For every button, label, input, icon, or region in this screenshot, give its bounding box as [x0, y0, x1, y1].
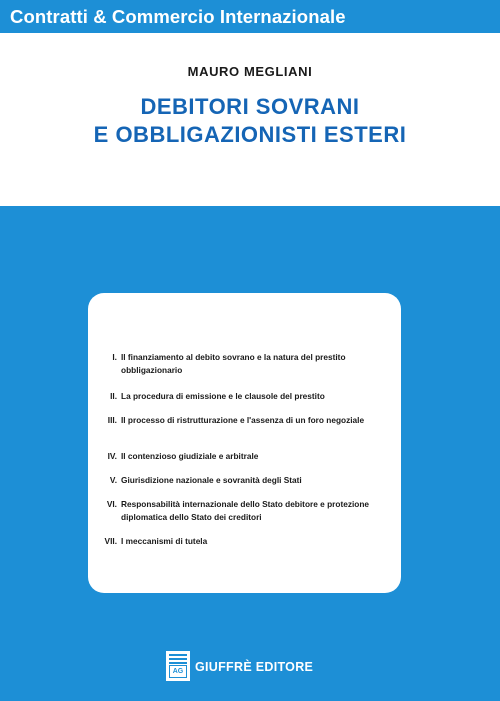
book-title-line-1: DEBITORI SOVRANI: [140, 94, 360, 119]
toc-item-number: III.: [107, 415, 117, 425]
series-title: Contratti & Commercio Internazionale: [10, 6, 346, 27]
toc-item-text: Giurisdizione nazionale e sovranità degli Stati: [121, 475, 302, 485]
toc-item-text: Il finanziamento al debito sovrano e la natura del prestito obbligazionario: [121, 352, 346, 375]
publisher-name: GIUFFRÈ EDITORE: [195, 660, 314, 674]
toc-item-number: V.: [109, 475, 117, 485]
toc-item-text: Il processo di ristrutturazione e l'assenza di un foro negoziale: [121, 415, 365, 425]
publisher-logo-icon: [166, 651, 190, 681]
toc-item-number: IV.: [107, 451, 117, 461]
toc-item-number: I.: [112, 352, 117, 362]
toc-item-number: II.: [110, 391, 117, 401]
toc-item-text: La procedura di emissione e le clausole del prestito: [121, 391, 325, 401]
toc-item-text: Il contenzioso giudiziale e arbitrale: [121, 451, 259, 461]
toc-item-text: I meccanismi di tutela: [121, 536, 208, 546]
toc-item-number: VII.: [104, 536, 117, 546]
author-name: MAURO MEGLIANI: [187, 64, 313, 79]
publisher-logo-mark: AG: [169, 665, 187, 678]
table-of-contents: [88, 293, 401, 593]
toc-item-number: VI.: [106, 499, 117, 509]
series-band: [0, 0, 500, 33]
book-title-line-2: E OBBLIGAZIONISTI ESTERI: [93, 122, 407, 147]
toc-item-text: Responsabilità internazionale dello Stato debitore e protezione diplomatica dello Stato dei creditori: [121, 499, 370, 522]
publisher-imprint: [166, 651, 346, 681]
